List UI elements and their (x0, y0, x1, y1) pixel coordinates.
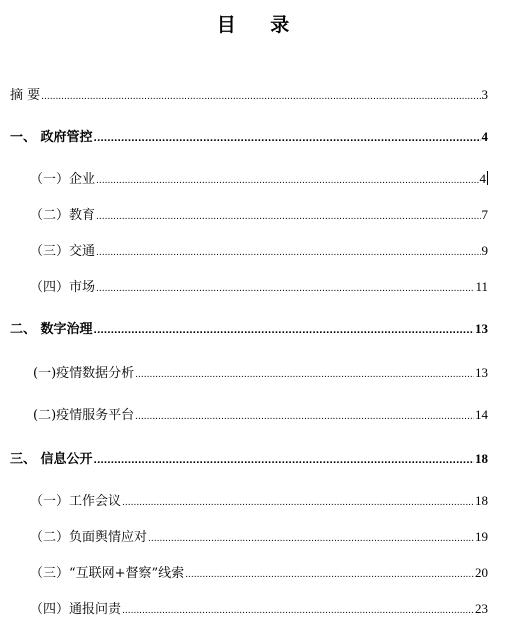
toc-entry-3-2[interactable] (30, 529, 488, 547)
dot-leader (96, 208, 480, 225)
toc-entry-3-4[interactable] (30, 601, 488, 619)
toc-entry-label: 摘 要 (10, 88, 41, 103)
toc-entry-page: 11 (475, 279, 488, 294)
toc-entry-section-1[interactable] (10, 129, 488, 147)
toc-entry-page: 13 (475, 321, 488, 336)
toc-entry-page: 20 (475, 565, 488, 580)
toc-entry-page: 4 (481, 129, 488, 144)
dot-leader (135, 408, 474, 425)
dot-leader (148, 530, 474, 547)
toc-entry-section-3[interactable] (10, 451, 488, 469)
dot-leader (122, 494, 474, 511)
dot-leader (122, 602, 474, 619)
toc-entry-page: 14 (475, 407, 488, 422)
toc-entry-label: （一）企业 (30, 172, 96, 187)
toc-entry-label: 二、 数字治理 (10, 322, 93, 337)
dot-leader (96, 280, 474, 297)
toc-entry-page: 9 (481, 243, 488, 258)
toc-entry-1-4[interactable] (30, 279, 488, 297)
dot-leader (94, 322, 474, 339)
toc-entry-page: 19 (475, 529, 488, 544)
toc-entry-label: （二）负面舆情应对 (30, 530, 148, 545)
toc-entry-1-3[interactable] (30, 243, 488, 261)
toc-entry-label: （一）工作会议 (30, 494, 122, 509)
toc-entry-1-2[interactable] (30, 207, 488, 225)
toc-entry-section-2[interactable] (10, 321, 488, 339)
text-cursor (487, 171, 488, 185)
dot-leader (135, 366, 474, 383)
dot-leader (96, 244, 480, 261)
toc-entry-abstract[interactable] (10, 87, 488, 105)
toc-entry-label: (二)疫情服务平台 (33, 408, 135, 423)
toc-entry-3-3[interactable] (30, 565, 488, 583)
dot-leader (96, 172, 478, 189)
dot-leader (94, 130, 481, 147)
toc-entry-page: 23 (475, 601, 488, 616)
toc-entry-page: 3 (481, 87, 488, 102)
toc-entry-label: (一)疫情数据分析 (33, 366, 135, 381)
toc-entry-page: 4 (479, 171, 486, 186)
toc-entry-page: 18 (475, 493, 488, 508)
toc-entry-2-1[interactable] (33, 365, 488, 383)
toc-entry-2-2[interactable] (33, 407, 488, 425)
dot-leader (185, 566, 474, 583)
toc-entry-page: 7 (481, 207, 488, 222)
toc-entry-label: （三）交通 (30, 244, 96, 259)
dot-leader (41, 88, 480, 105)
toc-entry-label: （四）市场 (30, 280, 96, 295)
toc-entry-1-1[interactable] (30, 171, 488, 189)
toc-entry-label: 一、 政府管控 (10, 130, 93, 145)
toc-entry-label: （二）教育 (30, 208, 96, 223)
toc-entry-label: （四）通报问责 (30, 602, 122, 617)
toc-entry-3-1[interactable] (30, 493, 488, 511)
toc-entry-page: 18 (475, 451, 488, 466)
toc-entry-label: （三）“互联网+督察”线索 (30, 566, 185, 581)
toc-entry-label: 三、 信息公开 (10, 452, 93, 467)
dot-leader (94, 452, 474, 469)
toc-title: 目 录 (216, 14, 304, 36)
toc-entry-page: 13 (475, 365, 488, 380)
